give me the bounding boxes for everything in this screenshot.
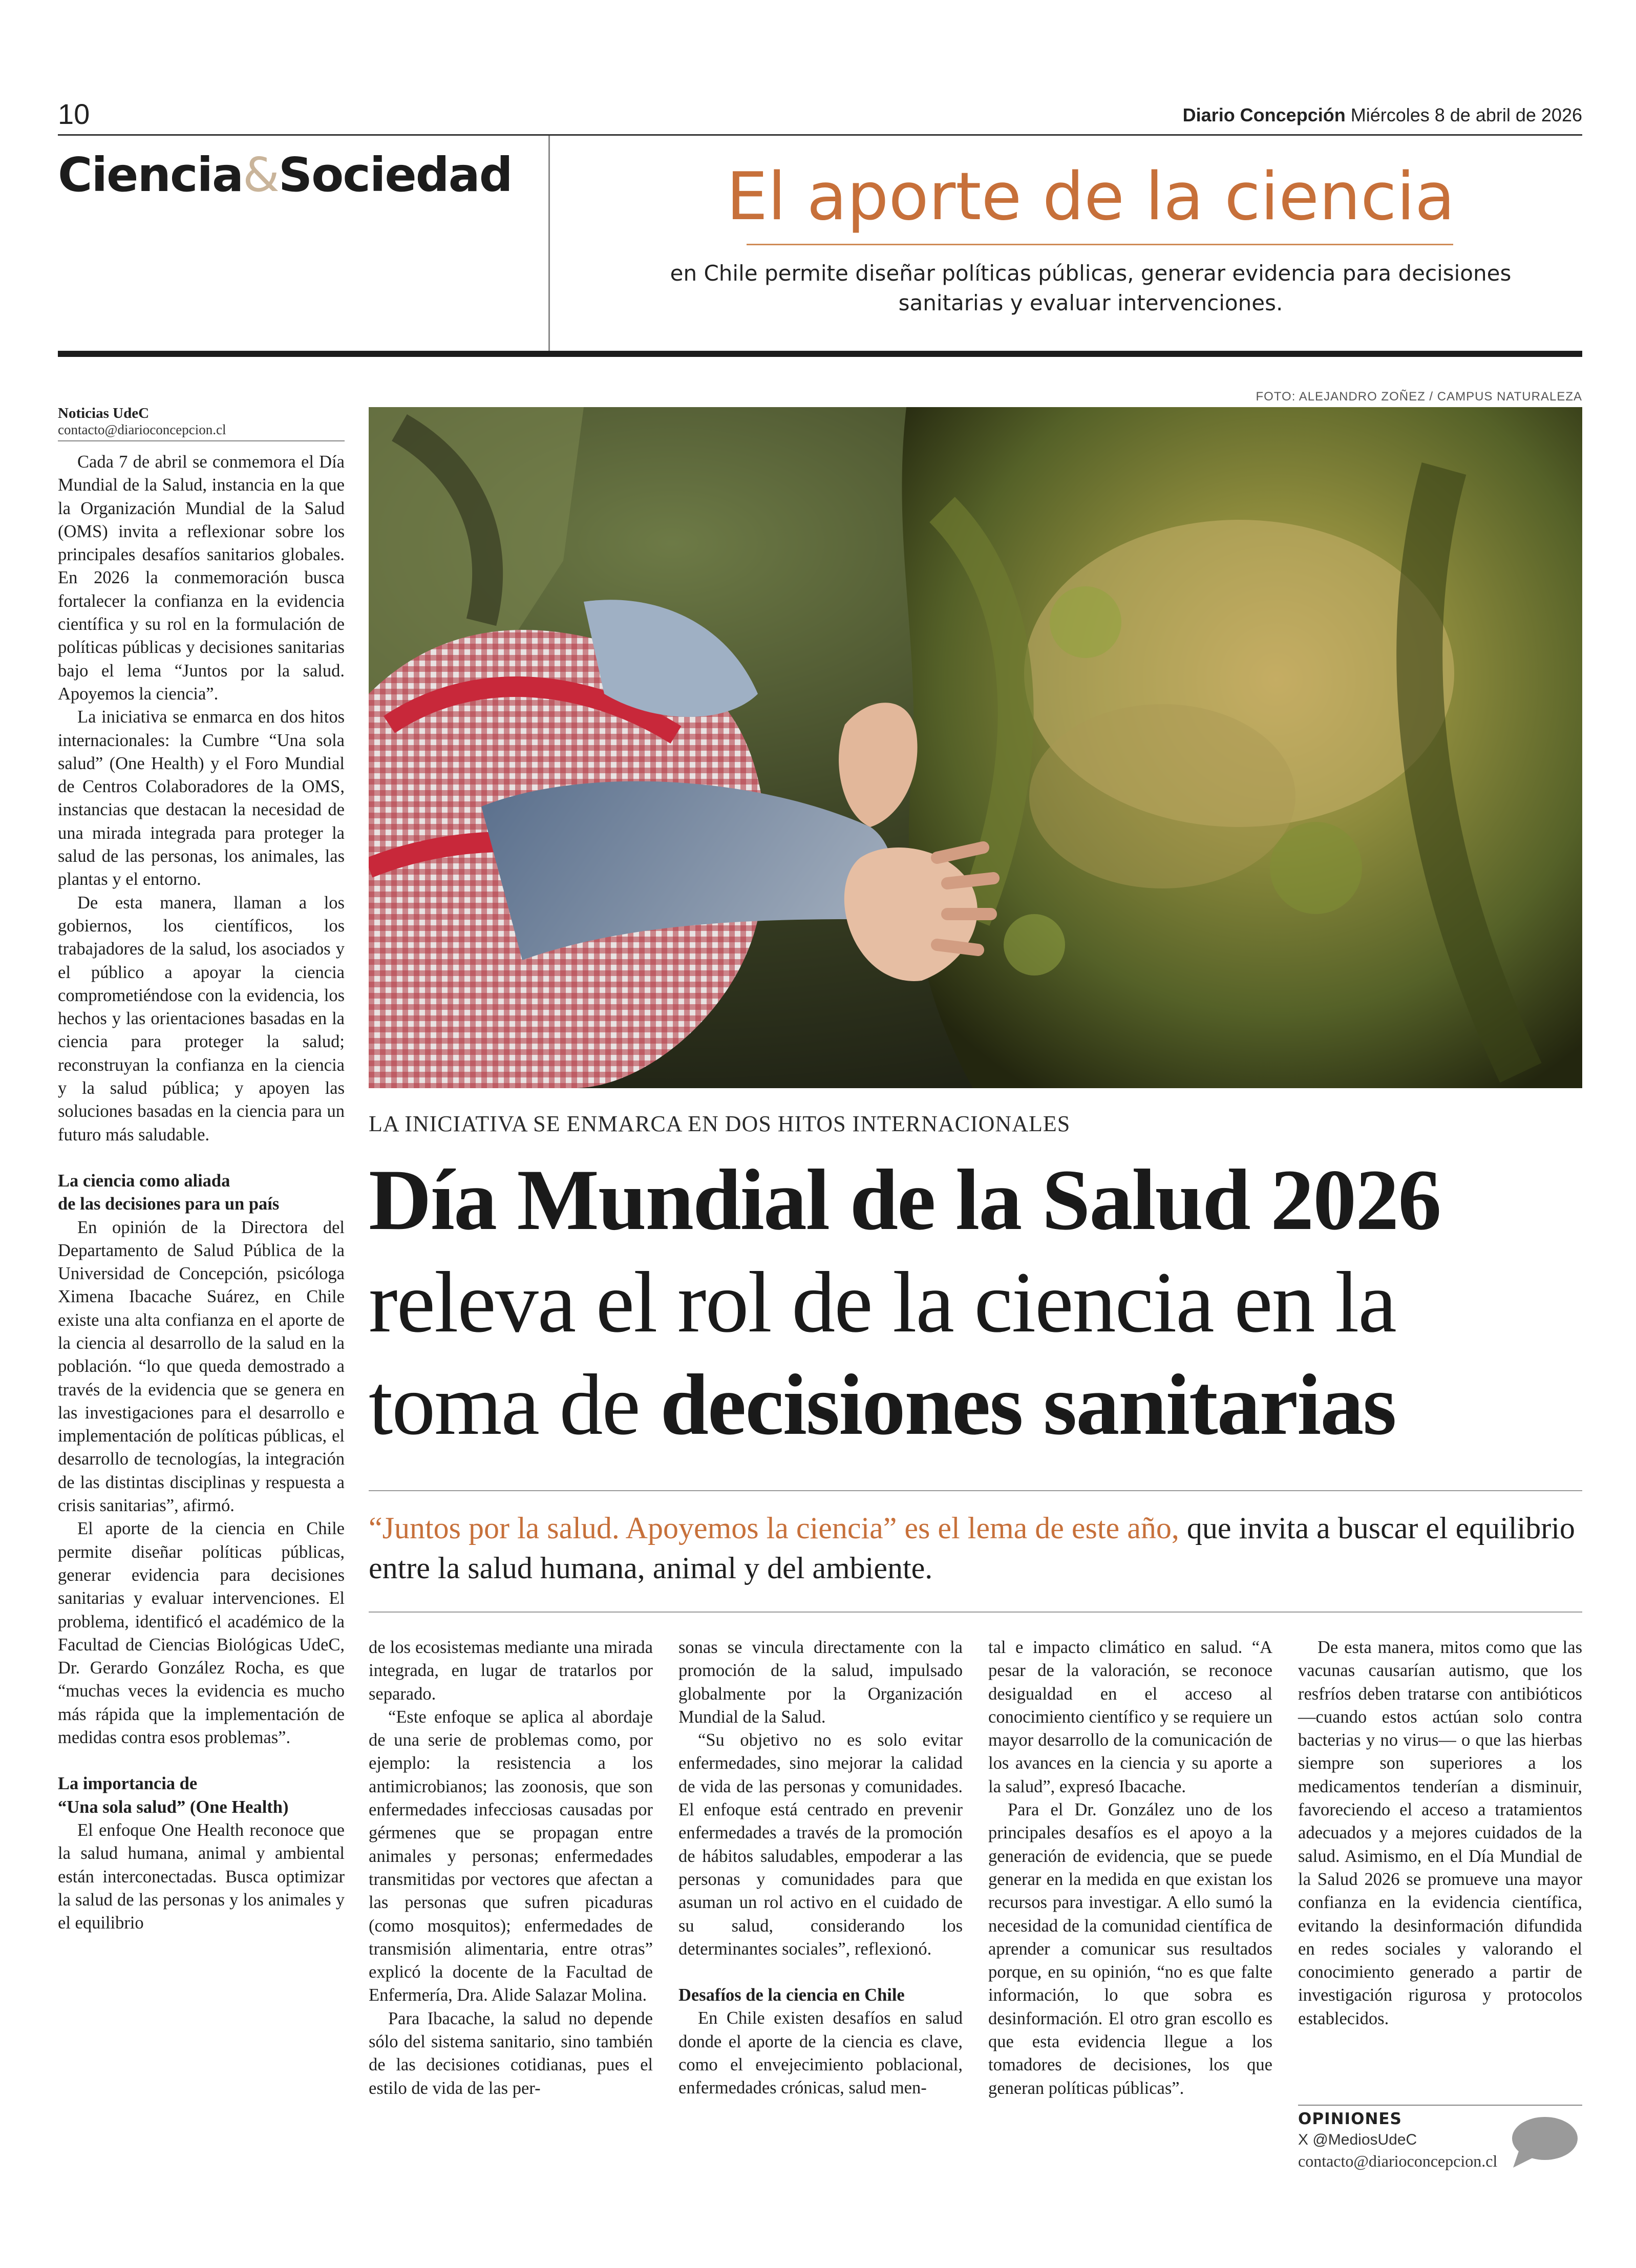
feature-subtitle: en Chile permite diseñar políticas públicas, generar evidencia para decisiones sanitarias y evaluar intervenciones.	[670, 261, 1512, 315]
header-divider	[548, 136, 550, 351]
page-number: 10	[58, 98, 90, 130]
section-title-amp: &	[243, 147, 279, 202]
feature-title: El aporte de la ciencia	[726, 159, 1455, 235]
paragraph: Cada 7 de abril se conmemora el Día Mundial de la Salud, instancia en la que la Organización Mundial de la Salud (OMS) invita a reflexionar sobre los principales desafíos sanitarios globales. En 2026 la conmemoración busca fortalecer la confianza en la evidencia científica y su rol en la formulación de políticas públicas y decisiones sanitarias bajo el lema “Juntos por la salud. Apoyemos la ciencia”.	[58, 452, 345, 704]
paragraph: “Este enfoque se aplica al abordaje de una serie de problemas como, por ejemplo: la resistencia a los antimicrobianos; las zoonosis, que son enfermedades infecciosas causadas por gérmenes que se propagan entre animales y personas; enfermedades transmitidas por vectores que afectan a las personas que sufren picaduras (como mosquitos); enfermedades de transmisión alimentaria, entre otras” explicó la docente de la Facultad de Enfermería, Dra. Alide Salazar Molina.	[369, 1707, 653, 2005]
article-column-2	[369, 1636, 653, 2100]
section-title-part2: Sociedad	[278, 147, 512, 202]
headline-line-3-normal: toma de	[369, 1356, 661, 1453]
header-thick-rule	[58, 351, 1582, 357]
opiniones-title: OPINIONES	[1298, 2110, 1402, 2128]
headline-kicker: LA INICIATIVA SE ENMARCA EN DOS HITOS INTERNACIONALES	[369, 1111, 1071, 1136]
subheading-line: de las decisiones para un país	[58, 1194, 280, 1214]
section-title	[58, 144, 512, 206]
deck	[369, 1508, 1582, 1588]
paragraph: “Su objetivo no es solo evitar enfermedades, sino mejorar la calidad de vida de las personas y comunidades. El enfoque está centrado en prevenir enfermedades a través de la promoción de hábitos saludables, empoderar a las personas y comunidades para que asuman un rol activo en el cuidado de su salud, considerando los determinantes sociales”, reflexionó.	[678, 1730, 963, 1959]
subheading-desafios: Desafíos de la ciencia en Chile	[678, 1985, 905, 2005]
paragraph: En Chile existen desafíos en salud donde el aporte de la ciencia es clave, como el envejecimiento poblacional, enfermedades crónicas, salud men-	[678, 2008, 963, 2098]
byline-email: contacto@diarioconcepcion.cl	[58, 422, 226, 437]
photo-child-touching-tree	[369, 407, 1582, 1088]
deck-rule	[369, 1612, 1582, 1613]
main-headline	[369, 1149, 1587, 1456]
paragraph: La iniciativa se enmarca en dos hitos internacionales: la Cumbre “Una sola salud” (One Health) y el Foro Mundial de Centros Colaboradores de la OMS, instancias que destacan la necesidad de una mirada integrada para proteger la salud de las personas, los animales, las plantas y el entorno.	[58, 707, 345, 889]
headline-rule	[369, 1490, 1582, 1491]
issue-date: Miércoles 8 de abril de 2026	[1350, 104, 1582, 125]
masthead-date	[1183, 102, 1582, 128]
subheading-one-health	[58, 1772, 345, 1819]
paragraph: de los ecosistemas mediante una mirada integrada, en lugar de tratarlos por separado.	[369, 1638, 653, 1704]
paragraph: El enfoque One Health reconoce que la salud humana, animal y ambiental están interconectadas. Busca optimizar la salud de las personas y los animales y el equilibrio	[58, 1820, 345, 1933]
byline-rule	[58, 440, 345, 441]
feature-title-underline	[747, 244, 1453, 245]
paragraph: sonas se vincula directamente con la promoción de la salud, impulsado globalmente por la Organización Mundial de la Salud.	[678, 1638, 963, 1727]
paragraph: Para el Dr. González uno de los principales desafíos es el apoyo a la generación de evidencia, que se puede generar en la medida en que existan los recursos para investigar. A ello sumó la necesidad de la comunidad científica de aprender a comunicar sus resultados porque, en su opinión, “no es que falte información, lo que sobra es desinformación. El otro gran escollo es que esta evidencia llegue a los tomadores de decisiones, los que generan políticas públicas”.	[988, 1800, 1272, 2098]
deck-rest: que invita a buscar el equilibrio entre la salud humana, animal y del ambiente.	[369, 1511, 1575, 1585]
article-column-3	[678, 1636, 963, 2100]
subheading-ciencia-aliada	[58, 1170, 345, 1216]
paragraph: tal e impacto climático en salud. “A pesar de la valoración, se reconoce desigualdad en el acceso al conocimiento científico y se requiere un mayor desarrollo de la comunicación de los avances en la ciencia y su aporte a la salud”, expresó Ibacache.	[988, 1638, 1272, 1796]
article-column-5	[1298, 1636, 1582, 2030]
paragraph: El aporte de la ciencia en Chile permite diseñar políticas públicas, generar evidencia para decisiones sanitarias y evaluar intervenciones. El problema, identificó el académico de la Facultad de Ciencias Biológicas UdeC, Dr. Gerardo González Rocha, es que “muchas veces la evidencia es mucho más rápida que la implementación de medidas contra esos problemas”.	[58, 1519, 345, 1748]
masthead-name: Diario Concepción	[1182, 104, 1346, 125]
deck-accent: “Juntos por la salud. Apoyemos la ciencia” es el lema de este año,	[369, 1511, 1179, 1545]
opiniones-email: contacto@diarioconcepcion.cl	[1298, 2152, 1498, 2170]
opiniones-handle: X @MediosUdeC	[1298, 2131, 1417, 2148]
headline-line-2: releva el rol de la ciencia en la	[369, 1254, 1396, 1350]
article-column-1	[58, 451, 345, 1935]
headline-line-3	[369, 1353, 1587, 1456]
opiniones-rule	[1298, 2105, 1582, 2106]
feature-photo	[369, 407, 1582, 1088]
section-title-part1: Ciencia	[58, 147, 243, 202]
headline-line-1: Día Mundial de la Salud 2026	[369, 1152, 1441, 1248]
speech-bubble-icon	[1508, 2114, 1580, 2170]
article-column-4	[988, 1636, 1272, 2100]
paragraph: De esta manera, llaman a los gobiernos, los científicos, los trabajadores de la salud, los asociados y el público a apoyar la ciencia comprometiéndose con la evidencia, los hechos y las orientaciones basadas en la ciencia para proteger la salud; reconstruyan la confianza en la ciencia y la salud pública; y apoyen las soluciones basadas en la ciencia para un futuro más saludable.	[58, 893, 345, 1144]
subheading-line: “Una sola salud” (One Health)	[58, 1797, 289, 1817]
paragraph: En opinión de la Directora del Departamento de Salud Pública de la Universidad de Concepción, psicóloga Ximena Ibacache Suárez, en Chile existe una alta confianza en el aporte de la ciencia al desarrollo de la salud en la población. “lo que queda demostrado a través de la evidencia que se genera en las investigaciones para el desarrollo e implementación de políticas públicas, el desarrollo de tecnologías, la integración de las distintas disciplinas y respuesta a crisis sanitarias”, afirmó.	[58, 1217, 345, 1516]
byline-name: Noticias UdeC	[58, 405, 150, 421]
subheading-line: La ciencia como aliada	[58, 1171, 230, 1191]
paragraph: Para Ibacache, la salud no depende sólo del sistema sanitario, sino también de las decisiones cotidianas, pues el estilo de vida de las per-	[369, 2008, 653, 2098]
photo-credit: FOTO: ALEJANDRO ZOÑEZ / CAMPUS NATURALEZA	[1256, 390, 1582, 404]
subheading-line: La importancia de	[58, 1774, 198, 1794]
headline-line-3-bold: decisiones sanitarias	[660, 1356, 1396, 1453]
paragraph: De esta manera, mitos como que las vacunas causarían autismo, que los resfríos deben tratarse con antibióticos —cuando estos actúan solo contra bacterias y no virus— o que las hierbas siempre son superiores a los medicamentos tenderían a disminuir, favoreciendo el acceso a tratamientos adecuados y a mejores cuidados de la salud. Asimismo, en el Día Mundial de la Salud 2026 se promueve una mayor confianza en la evidencia científica, evitando la desinformación difundida en redes sociales y valorando el conocimiento generado a partir de investigación rigurosa y protocolos establecidos.	[1298, 1638, 1582, 2028]
header-rule	[58, 134, 1582, 136]
